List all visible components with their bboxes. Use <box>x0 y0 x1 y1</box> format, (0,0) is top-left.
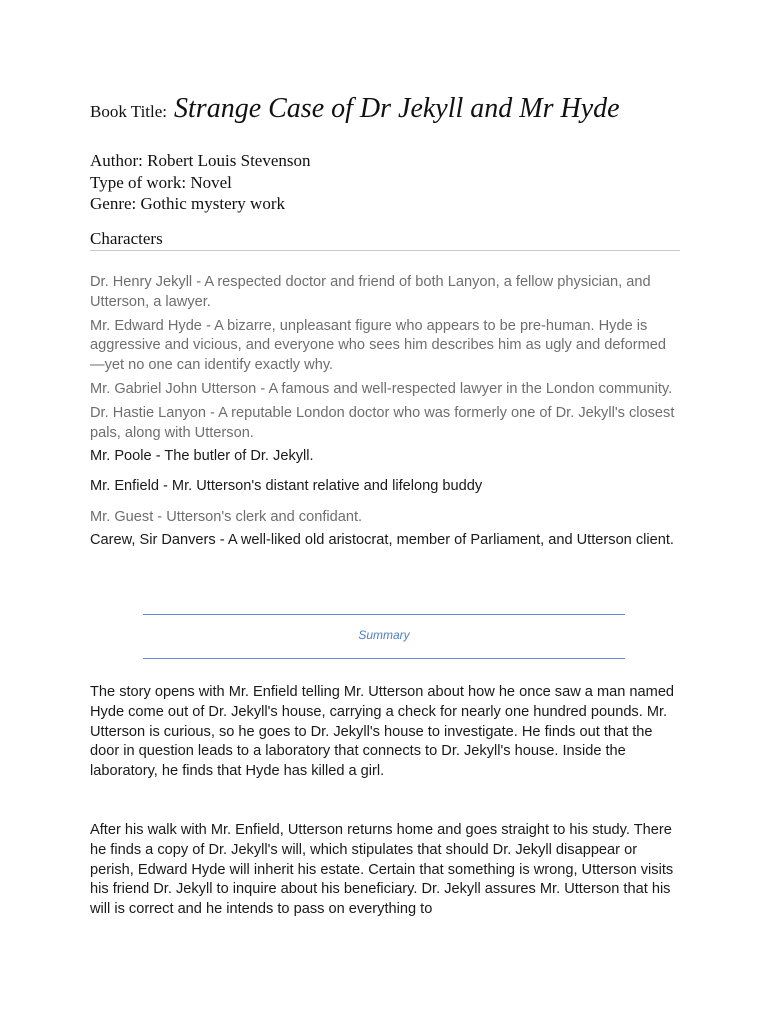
author-line: Author: Robert Louis Stevenson <box>90 151 311 170</box>
character-item: Dr. Hastie Lanyon - A reputable London doctor who was formerly one of Dr. Jekyll's closest pals, along with Utterson. <box>90 404 675 441</box>
character-item: Carew, Sir Danvers - A well-liked old aristocrat, member of Parliament, and Utterson client. <box>90 531 674 548</box>
characters-heading: Characters <box>90 229 163 248</box>
character-item: Dr. Henry Jekyll - A respected doctor and friend of both Lanyon, a fellow physician, and Utterson, a lawyer. <box>90 274 651 310</box>
summary-top-rule <box>143 614 625 615</box>
summary-bottom-rule <box>143 658 625 659</box>
characters-list <box>90 273 680 551</box>
character-item: Mr. Poole - The butler of Dr. Jekyll. <box>90 448 314 465</box>
genre-line: Genre: Gothic mystery work <box>90 194 285 213</box>
summary-paragraph: After his walk with Mr. Enfield, Utterson returns home and goes straight to his study. There he finds a copy of Dr. Jekyll's will, which stipulates that should Dr. Jekyll disappear or perish, Edward Hyde will inherit his estate. Certain that something is wrong, Utterson visits his friend Dr. Jekyll to inquire about his beneficiary. Dr. Jekyll assures Mr. Utterson that his will is correct and he intends to pass on everything to <box>90 822 674 918</box>
summary-heading: Summary <box>358 628 410 642</box>
characters-divider <box>90 250 680 251</box>
character-item: Mr. Enfield - Mr. Utterson's distant relative and lifelong buddy <box>90 478 483 495</box>
book-title: Strange Case of Dr Jekyll and Mr Hyde <box>174 93 620 124</box>
book-meta <box>90 150 311 215</box>
character-item: Mr. Edward Hyde - A bizarre, unpleasant figure who appears to be pre-human. Hyde is aggressive and vicious, and everyone who sees him describes him as ugly and deformed—yet no one can identify exactly why. <box>90 317 666 374</box>
summary-paragraph: The story opens with Mr. Enfield telling Mr. Utterson about how he once saw a man named Hyde come out of Dr. Jekyll's house, carrying a check for nearly one hundred pounds. Mr. Utterson is curious, so he goes to Dr. Jekyll's house to investigate. He finds out that the door in question leads to a laboratory that connects to Dr. Jekyll's house. Inside the laboratory, he finds that Hyde has killed a girl. <box>90 684 675 780</box>
book-title-label: Book Title: <box>90 102 168 121</box>
character-item: Mr. Gabriel John Utterson - A famous and well-respected lawyer in the London community. <box>90 380 673 397</box>
type-of-work-line: Type of work: Novel <box>90 172 232 192</box>
book-title-line <box>90 93 620 125</box>
character-item: Mr. Guest - Utterson's clerk and confidant. <box>90 508 363 525</box>
